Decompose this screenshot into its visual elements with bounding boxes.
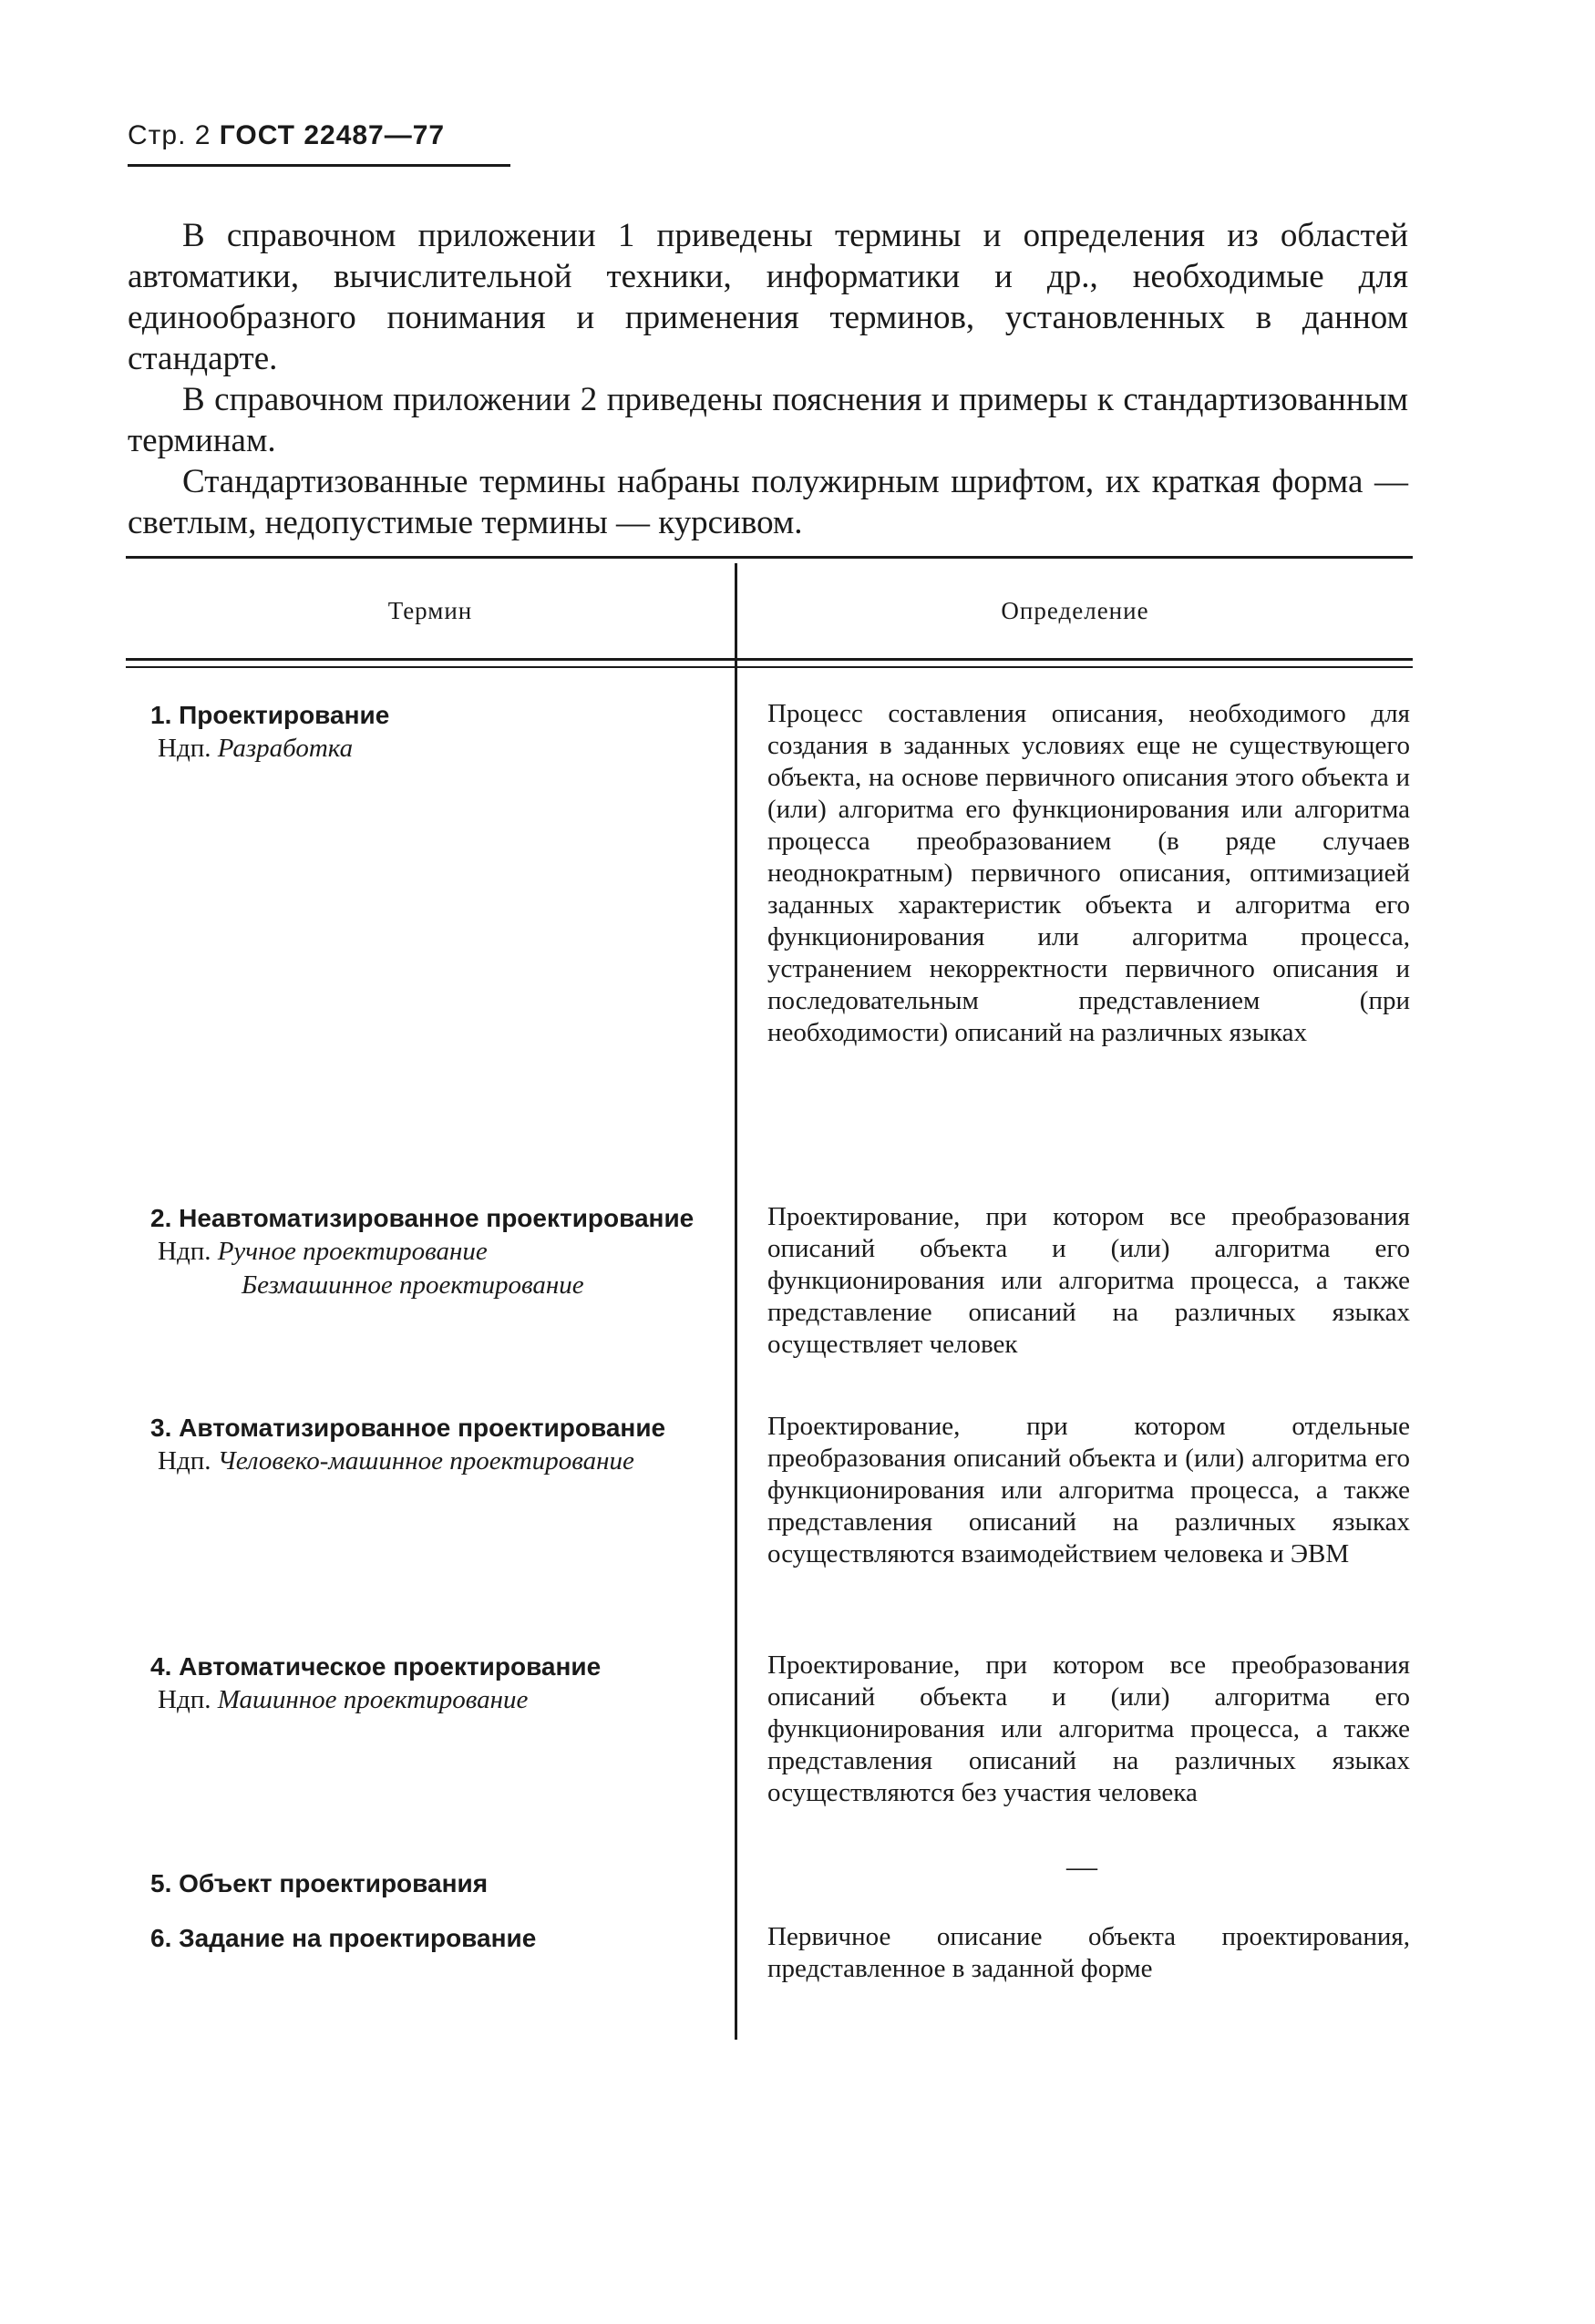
term-3 [150,1411,715,1478]
term-2-nd-2: Безмашинное проектирование [242,1270,584,1300]
table-top-rule [126,556,1413,559]
standard-code: ГОСТ 22487—77 [219,120,446,150]
term-6 [150,1921,715,1955]
term-2 [150,1201,715,1302]
term-1-title: 1. Проектирование [150,701,390,729]
page-number: Стр. 2 [128,120,211,150]
definition-2: Проектирование, при котором все преобразования описаний объекта и (или) алгоритма его функционирования или алгоритма процесса, а также представление описаний на различных языках осуществляет человек [767,1202,1410,1359]
term-5-title: 5. Объект проектирования [150,1869,489,1897]
term-6-title: 6. Задание на проектирование [150,1924,537,1952]
definition-6: Первичное описание объекта проектирования, представленное в заданной форме [767,1922,1410,1983]
term-4-title: 4. Автоматическое проектирование [150,1652,602,1681]
column-header-definition: Определение [1001,597,1149,624]
intro-paragraph-3: Стандартизованные термины набраны полужирным шрифтом, их краткая форма — светлым, недопустимые термины — курсивом. [128,463,1408,541]
term-1-nd: Ндп. Разработка [158,734,354,763]
term-4 [150,1650,715,1717]
table-header-rule-1 [126,658,1413,661]
term-1 [150,698,715,766]
term-3-nd: Ндп. Человеко-машинное проектирование [158,1446,634,1476]
page-header [128,120,445,151]
intro-paragraph-1: В справочном приложении 1 приведены термины и определения из областей автоматики, вычислительной техники, информатики и др., необходимые для единообразного понимания и применения терминов, установленных в данном стандарте. [128,217,1408,377]
column-header-term: Термин [387,597,473,624]
term-5 [150,1866,715,1900]
intro-text [128,215,1408,543]
term-2-nd: Ндп. Ручное проектирование [158,1237,488,1266]
definition-5: — [1066,1850,1097,1884]
definition-4: Проектирование, при котором все преобразования описаний объекта и (или) алгоритма его функционирования или алгоритма процесса, а также представления описаний на различных языках осуществляются без участия человека [767,1650,1410,1807]
term-3-title: 3. Автоматизированное проектирование [150,1414,666,1442]
header-rule [128,164,510,167]
column-divider [735,563,737,2040]
definition-1: Процесс составления описания, необходимого для создания в заданных условиях еще не существующего объекта, на основе первичного описания этого объекта и (или) алгоритма его функционирования или алгоритма процесса преобразованием (в ряде случаев неоднократным) первичного описания, оптимизацией заданных характеристик объекта и алгоритма его функционирования или алгоритма процесса, устранением некорректности первичного описания и последовательным представлением (при необходимости) описаний на различных языках [767,699,1410,1047]
intro-paragraph-2: В справочном приложении 2 приведены пояснения и примеры к стандартизованным терминам. [128,381,1408,459]
term-4-nd: Ндп. Машинное проектирование [158,1685,529,1714]
term-2-title: 2. Неавтоматизированное проектирование [150,1204,695,1232]
table-header-rule-2 [126,666,1413,668]
definition-3: Проектирование, при котором отдельные преобразования описаний объекта и (или) алгоритма его функционирования или алгоритма процесса, а также представления описаний на различных языках осуществляются взаимодействием человека и ЭВМ [767,1412,1410,1568]
